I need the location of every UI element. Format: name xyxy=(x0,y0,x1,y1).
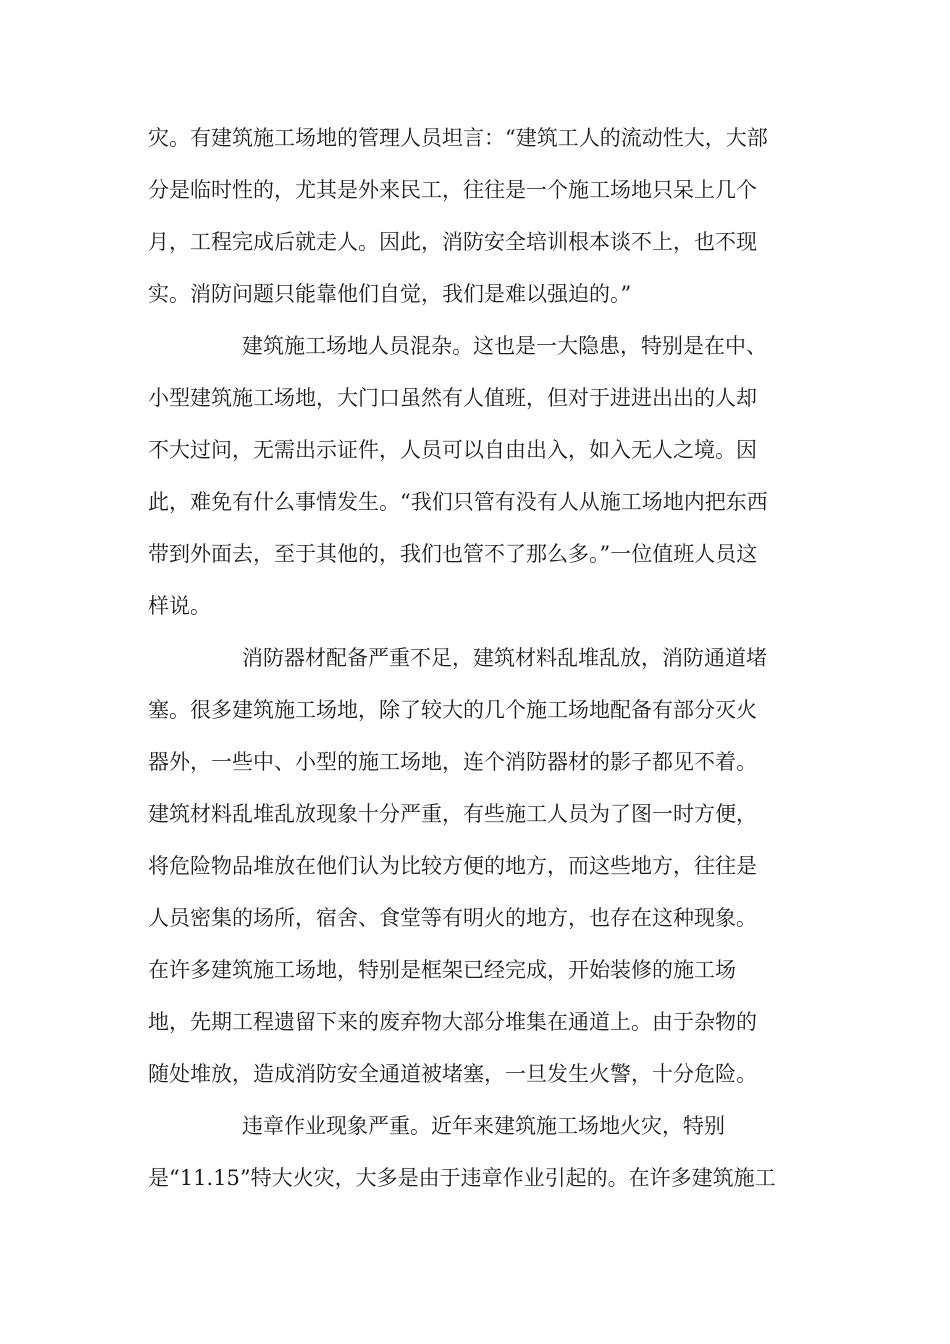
text-line: 实。消防问题只能靠他们自觉，我们是难以强迫的。” xyxy=(148,282,632,306)
paragraph-4 xyxy=(148,1100,818,1204)
body-text xyxy=(148,112,818,1204)
text-line: 此，难免有什么事情发生。“我们只管有没有人从施工场地内把东西 xyxy=(148,490,768,514)
text-line: 样说。 xyxy=(148,594,211,618)
paragraph-2 xyxy=(148,320,818,632)
text-line: 在许多建筑施工场地，特别是框架已经完成，开始装修的施工场 xyxy=(148,958,736,982)
text-line: 分是临时性的，尤其是外来民工，往往是一个施工场地只呆上几个 xyxy=(148,178,757,202)
text-line: 地，先期工程遗留下来的废弃物大部分堆集在通道上。由于杂物的 xyxy=(148,1010,757,1034)
text-line: 不大过问，无需出示证件，人员可以自由出入，如入无人之境。因 xyxy=(148,438,757,462)
text-line: 建筑材料乱堆乱放现象十分严重，有些施工人员为了图一时方便， xyxy=(148,802,757,826)
paragraph-1 xyxy=(148,112,818,320)
text-line: 带到外面去，至于其他的，我们也管不了那么多。”一位值班人员这 xyxy=(148,542,758,566)
text-line: 随处堆放，造成消防安全通道被堵塞，一旦发生火警，十分危险。 xyxy=(148,1062,757,1086)
text-line: 消防器材配备严重不足，建筑材料乱堆乱放，消防通道堵 xyxy=(242,646,767,670)
text-line: 人员密集的场所，宿舍、食堂等有明火的地方，也存在这种现象。 xyxy=(148,906,757,930)
text-line: 违章作业现象严重。近年来建筑施工场地火灾，特别 xyxy=(242,1114,725,1138)
text-line: 小型建筑施工场地，大门口虽然有人值班，但对于进进出出的人却 xyxy=(148,386,757,410)
text-line: 灾。有建筑施工场地的管理人员坦言：“建筑工人的流动性大，大部 xyxy=(148,126,768,150)
text-line: 建筑施工场地人员混杂。这也是一大隐患，特别是在中、 xyxy=(242,334,767,358)
text-line: 月，工程完成后就走人。因此，消防安全培训根本谈不上，也不现 xyxy=(148,230,757,254)
paragraph-3 xyxy=(148,632,818,1100)
text-line: 是“11.15”特大火灾，大多是由于违章作业引起的。在许多建筑施工 xyxy=(148,1166,776,1190)
text-line: 将危险物品堆放在他们认为比较方便的地方，而这些地方，往往是 xyxy=(148,854,757,878)
text-line: 器外，一些中、小型的施工场地，连个消防器材的影子都见不着。 xyxy=(148,750,757,774)
text-line: 塞。很多建筑施工场地，除了较大的几个施工场地配备有部分灭火 xyxy=(148,698,757,722)
